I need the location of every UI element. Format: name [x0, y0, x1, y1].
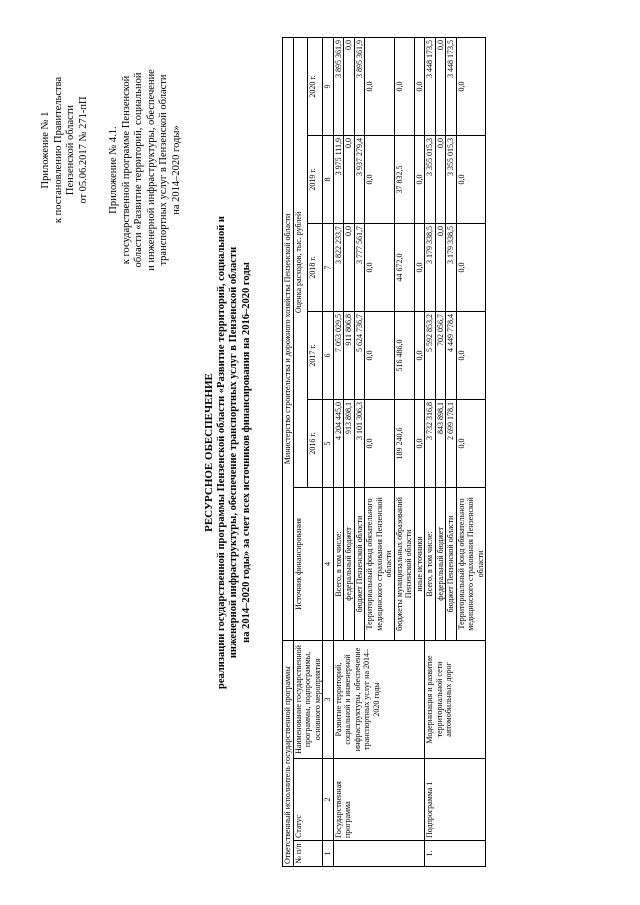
row-source: бюджет Пензенской области [446, 487, 457, 640]
row-value: 3 448 173,5 [446, 37, 457, 135]
col-header-year: 2020 г. [308, 37, 323, 135]
col-header-estimate: Оценка расходов, тыс. рублей [293, 37, 308, 487]
col-number: 1 [323, 841, 334, 867]
row-value: 0,0 [414, 399, 425, 487]
row-source: иные источники [414, 487, 425, 640]
row-value: 3 101 306,3 [354, 399, 365, 487]
row-value: 911 806,8 [344, 311, 355, 399]
col-header-name: Наименование государственной программы, подпрограммы, основного мероприятия [293, 640, 323, 758]
row-value: 3 895 361,9 [333, 37, 344, 135]
row-value: 0,0 [456, 135, 486, 223]
col-header-year: 2017 г. [308, 311, 323, 399]
row-value: 3 448 173,5 [425, 37, 436, 135]
row-value: 0,0 [456, 311, 486, 399]
row-program-name: Развитие территорий, социальной и инженерной инфраструктуры, обеспечение транспортных услуг на 2014–2020 годы [333, 640, 425, 758]
row-value: 0,0 [435, 37, 446, 135]
row-value: 2 699 178,1 [446, 399, 457, 487]
row-source: Территориальный фонд обязательного медицинского страхования Пензенской области [456, 487, 486, 640]
appendix-line: на 2014–2020 годы» [170, 125, 182, 215]
row-value: 0,0 [365, 399, 395, 487]
row-value: 3 777 561,7 [354, 223, 365, 311]
row-value: 0,0 [456, 37, 486, 135]
col-header-num: № п/п [293, 841, 323, 867]
row-value: 0,0 [344, 37, 355, 135]
row-value: 0,0 [414, 135, 425, 223]
title-line: реализации государственной программы Пензенской области «Развитие территорий, социальной и [215, 216, 227, 689]
row-value: 3 179 338,5 [446, 223, 457, 311]
executor-label: Ответственный исполнитель государственной программы [283, 640, 294, 866]
appendix-line: транспортных услуг в Пензенской области [158, 74, 169, 266]
resource-table-wrapper [282, 38, 486, 867]
col-header-year: 2019 г. [308, 135, 323, 223]
row-value: 0,0 [456, 399, 486, 487]
col-number: 5 [323, 399, 334, 487]
appendix-line: Приложение № 1 [40, 111, 51, 189]
row-value: 0,0 [365, 311, 395, 399]
row-source: Всего, в том числе: [333, 487, 344, 640]
row-value: 0,0 [435, 223, 446, 311]
row-value: 0,0 [414, 37, 425, 135]
appendix-line: от 05.06.2017 № 271-пП [77, 96, 89, 204]
appendix-note-program [108, 40, 183, 300]
row-value: 189 240,6 [394, 399, 414, 487]
row-value: 702 056,7 [435, 311, 446, 399]
row-value: 3 822 233,7 [333, 223, 344, 311]
row-value: 0,0 [435, 135, 446, 223]
row-value: 516 486,0 [394, 311, 414, 399]
row-source: Территориальный фонд обязательного медицинского страхования Пензенской области [365, 487, 395, 640]
table-row [333, 37, 344, 866]
appendix-line: Пензенской области [65, 104, 76, 196]
row-status: Государственная программа [333, 759, 425, 841]
row-num: 1. [425, 841, 486, 867]
row-value: 4 449 778,4 [446, 311, 457, 399]
col-header-status: Статус [293, 759, 323, 841]
row-value: 3 355 015,3 [425, 135, 436, 223]
col-number: 3 [323, 640, 334, 758]
row-value: 913 898,1 [344, 399, 355, 487]
row-source: Всего, в том числе: [425, 487, 436, 640]
row-value: 0,0 [414, 311, 425, 399]
row-value: 7 053 029,5 [333, 311, 344, 399]
row-value: 3 355 015,3 [446, 135, 457, 223]
row-value: 3 732 316,8 [425, 399, 436, 487]
col-header-year: 2018 г. [308, 223, 323, 311]
row-value: 0,0 [394, 37, 414, 135]
row-source: бюджеты муниципальных образований Пензенской области [394, 487, 414, 640]
row-source: федеральный бюджет [435, 487, 446, 640]
row-source: бюджет Пензенской области [354, 487, 365, 640]
resource-table [282, 37, 486, 867]
row-value: 0,0 [365, 135, 395, 223]
appendix-line: области «Развитие территорий, социальной [133, 72, 144, 268]
table-row [425, 37, 436, 866]
document-title [203, 40, 253, 865]
col-header-source: Источник финансирования [293, 487, 323, 640]
col-number: 4 [323, 487, 334, 640]
col-number: 2 [323, 759, 334, 841]
row-value: 0,0 [344, 223, 355, 311]
row-value: 3 895 361,9 [354, 37, 365, 135]
title-line: на 2014–2020 годы» за счет всех источников финансирования на 2016–2020 годы [240, 262, 252, 643]
col-number: 7 [323, 223, 334, 311]
row-value: 0,0 [456, 223, 486, 311]
appendix-line: и инженерной инфраструктуры, обеспечение [145, 69, 157, 271]
row-value: 5 624 736,7 [354, 311, 365, 399]
row-value: 843 898,1 [435, 399, 446, 487]
title-line: инженерной инфраструктуры, обеспечение транспортных услуг в Пензенской области [228, 246, 239, 659]
row-program-name: Модернизация и развитие территориальной сети автомобильных дорог [425, 640, 486, 758]
header-row [293, 37, 308, 866]
appendix-note-decree [40, 40, 90, 260]
row-value: 3 937 279,4 [354, 135, 365, 223]
title-main: РЕСУРСНОЕ ОБЕСПЕЧЕНИЕ [203, 373, 215, 532]
row-value: 4 204 445,0 [333, 399, 344, 487]
col-header-year: 2016 г. [308, 399, 323, 487]
row-value: 3 975 111,9 [333, 135, 344, 223]
col-number: 8 [323, 135, 334, 223]
row-status: Подпрограмма 1 [425, 759, 486, 841]
row-value: 0,0 [414, 223, 425, 311]
appendix-line: к постановлению Правительства [52, 76, 64, 224]
row-value: 5 592 853,2 [425, 311, 436, 399]
row-source: федеральный бюджет [344, 487, 355, 640]
executor-row [283, 37, 294, 866]
row-value: 44 672,0 [394, 223, 414, 311]
col-number: 6 [323, 311, 334, 399]
executor-value: Министерство строительства и дорожного хозяйства Пензенской области [283, 37, 294, 640]
appendix-line: к государственной программе Пензенской [120, 75, 132, 265]
row-value: 0,0 [344, 135, 355, 223]
appendix-line: Приложение № 4.1. [108, 126, 119, 214]
row-value: 37 832,5 [394, 135, 414, 223]
row-value: 3 179 338,5 [425, 223, 436, 311]
row-num [333, 841, 425, 867]
col-number: 9 [323, 37, 334, 135]
column-number-row [323, 37, 334, 866]
row-value: 0,0 [365, 223, 395, 311]
row-value: 0,0 [365, 37, 395, 135]
